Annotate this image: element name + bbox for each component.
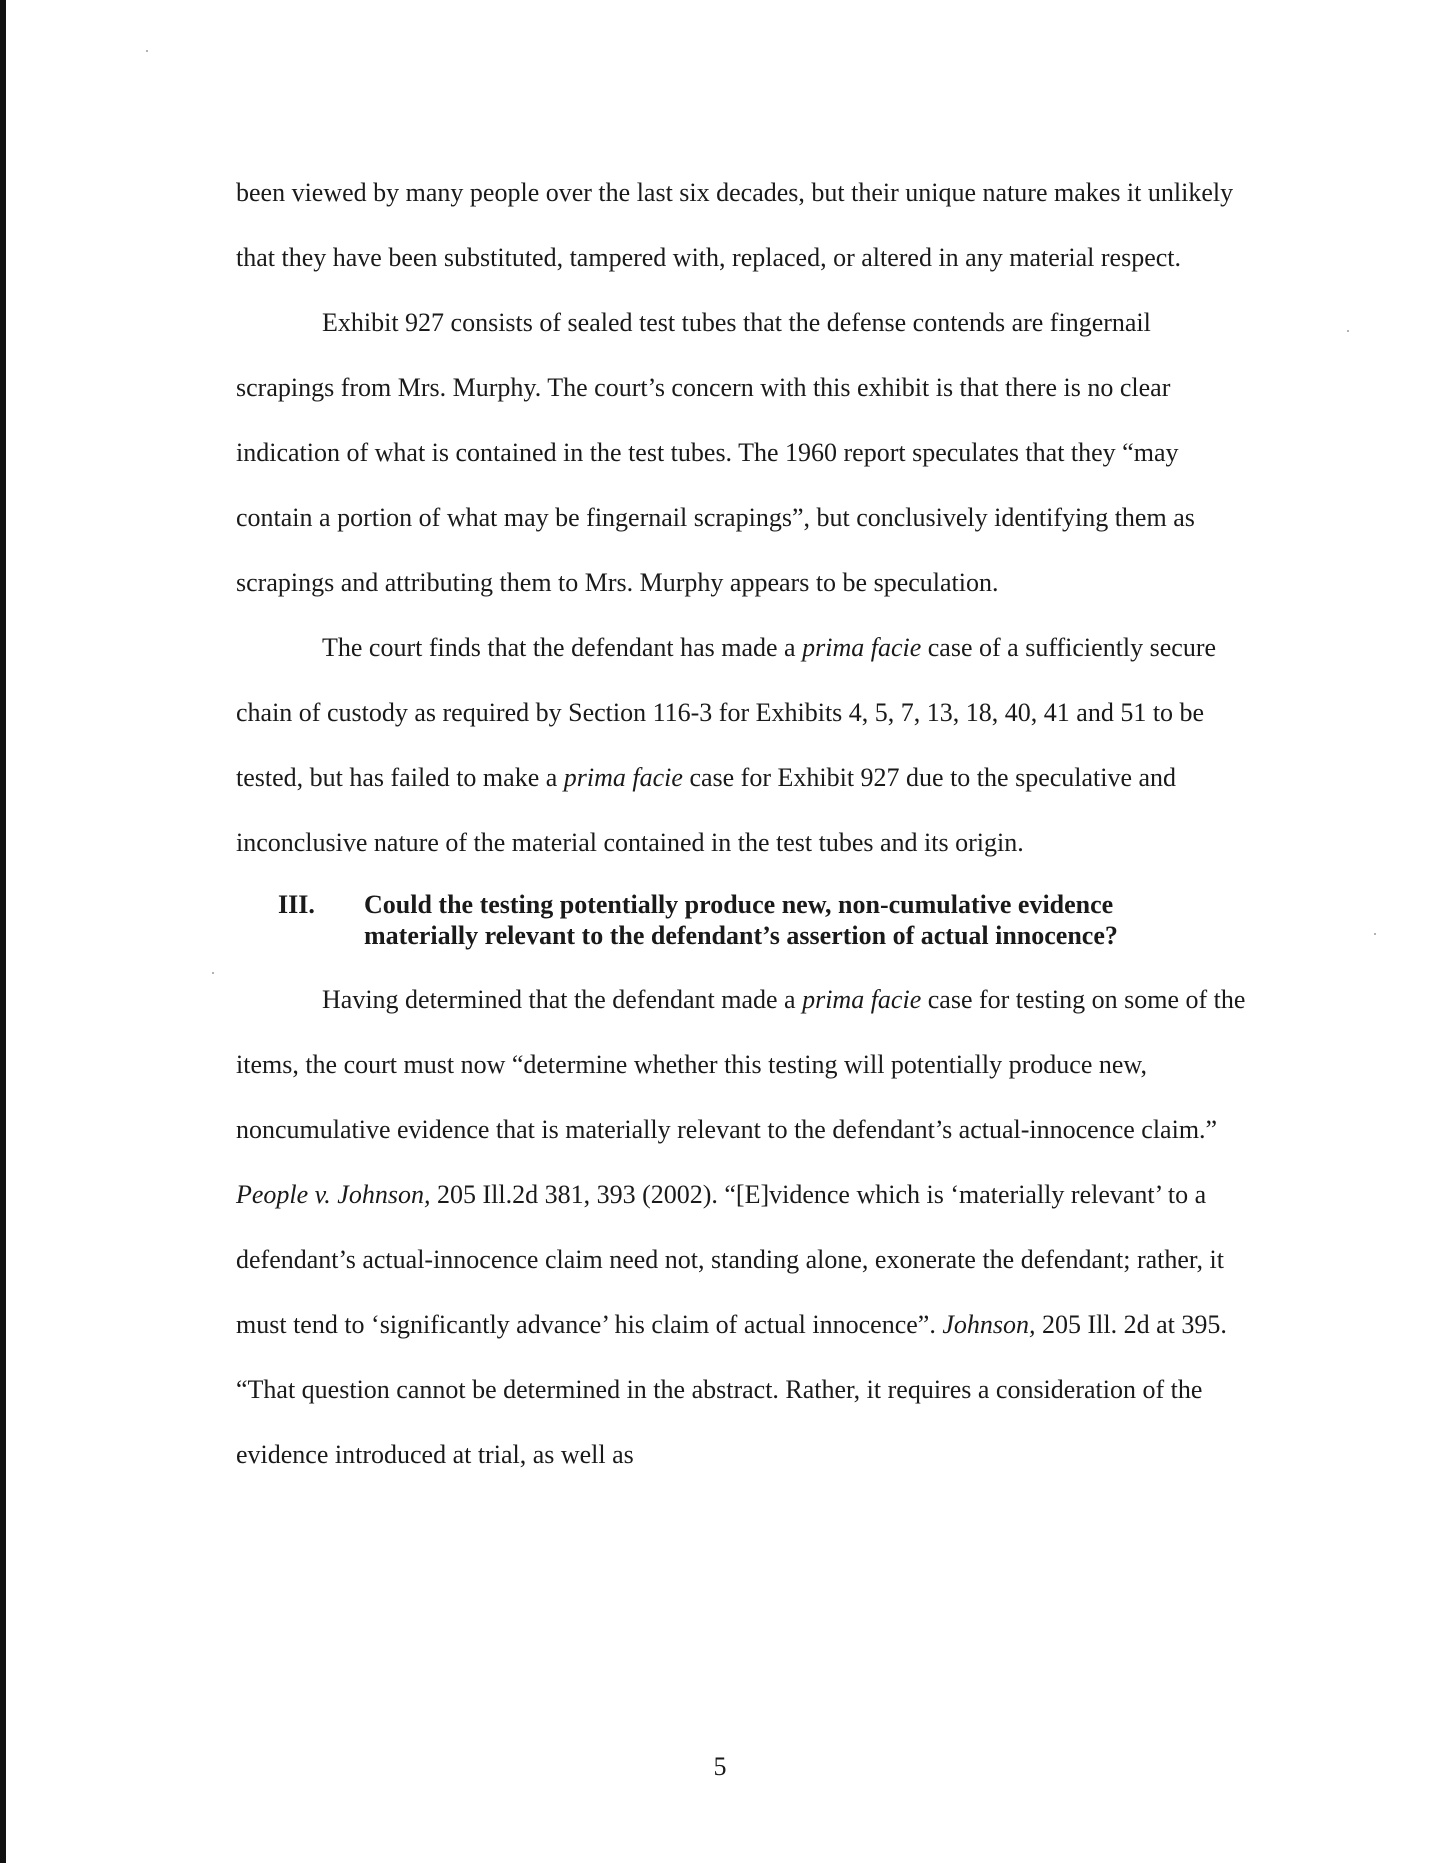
scan-speck: [146, 50, 148, 52]
section-number: III.: [278, 890, 315, 919]
paragraph-continuation: been viewed by many people over the last six decades, but their unique nature makes it unlikely that they have been substituted, tampered with, replaced, or altered in any material respect.: [236, 178, 1234, 272]
section-heading: [236, 889, 1246, 951]
text-segment: case for Exhibit 927 due to the speculative and inconclusive nature of the material contained in the test tubes and its origin.: [236, 763, 1177, 857]
text-segment: Having determined that the defendant made a: [322, 985, 803, 1014]
paragraph-court-finding: [236, 615, 1246, 875]
paragraph-exhibit-927: Exhibit 927 consists of sealed test tubes that the defense contends are fingernail scrapings from Mrs. Murphy. The court’s concern with this exhibit is that there is no clear indication of what is contained in the test tubes. The 1960 report speculates that they “may contain a portion of what may be fingernail scrapings”, but conclusively identifying them as scrapings and attributing them to Mrs. Murphy appears to be speculation.: [236, 308, 1195, 597]
text-segment: case for testing on some of the items, the court must now “determine whether this testing will potentially produce new, noncumulative evidence that is materially relevant to the defendant’s actual-innocence claim.”: [236, 985, 1246, 1144]
italic-term: prima facie: [802, 985, 922, 1014]
text-segment: The court finds that the defendant has made a: [322, 633, 803, 662]
section-title: Could the testing potentially produce new, non-cumulative evidence materially relevant to the defendant’s assertion of actual innocence?: [364, 890, 1118, 950]
text-segment: 205 Ill. 2d at 395. “That question cannot be determined in the abstract. Rather, it requires a consideration of the evidence introduced at trial, as well as: [236, 1310, 1227, 1469]
paragraph-testing-analysis: [236, 967, 1246, 1487]
case-citation: People v. Johnson,: [236, 1180, 431, 1209]
italic-term: prima facie: [802, 633, 922, 662]
scan-speck: [1374, 933, 1376, 935]
text-segment: case of a sufficiently secure chain of custody as required by Section 116-3 for Exhibits 4, 5, 7, 13, 18, 40, 41 and 51 to be tested, but has failed to make a: [236, 633, 1217, 792]
text-segment: 205 Ill.2d 381, 393 (2002). “[E]vidence which is ‘materially relevant’ to a defendant’s actual-innocence claim need not, standing alone, exonerate the defendant; rather, it must tend to ‘significantly advance’ his claim of actual innocence”.: [236, 1180, 1224, 1339]
page-number: 5: [713, 1752, 727, 1781]
document-body: [236, 160, 1246, 1487]
italic-term: prima facie: [563, 763, 683, 792]
scan-left-edge: [0, 0, 6, 1863]
scan-speck: [1347, 330, 1349, 332]
scan-speck: [212, 972, 214, 974]
case-citation: Johnson,: [942, 1310, 1036, 1339]
